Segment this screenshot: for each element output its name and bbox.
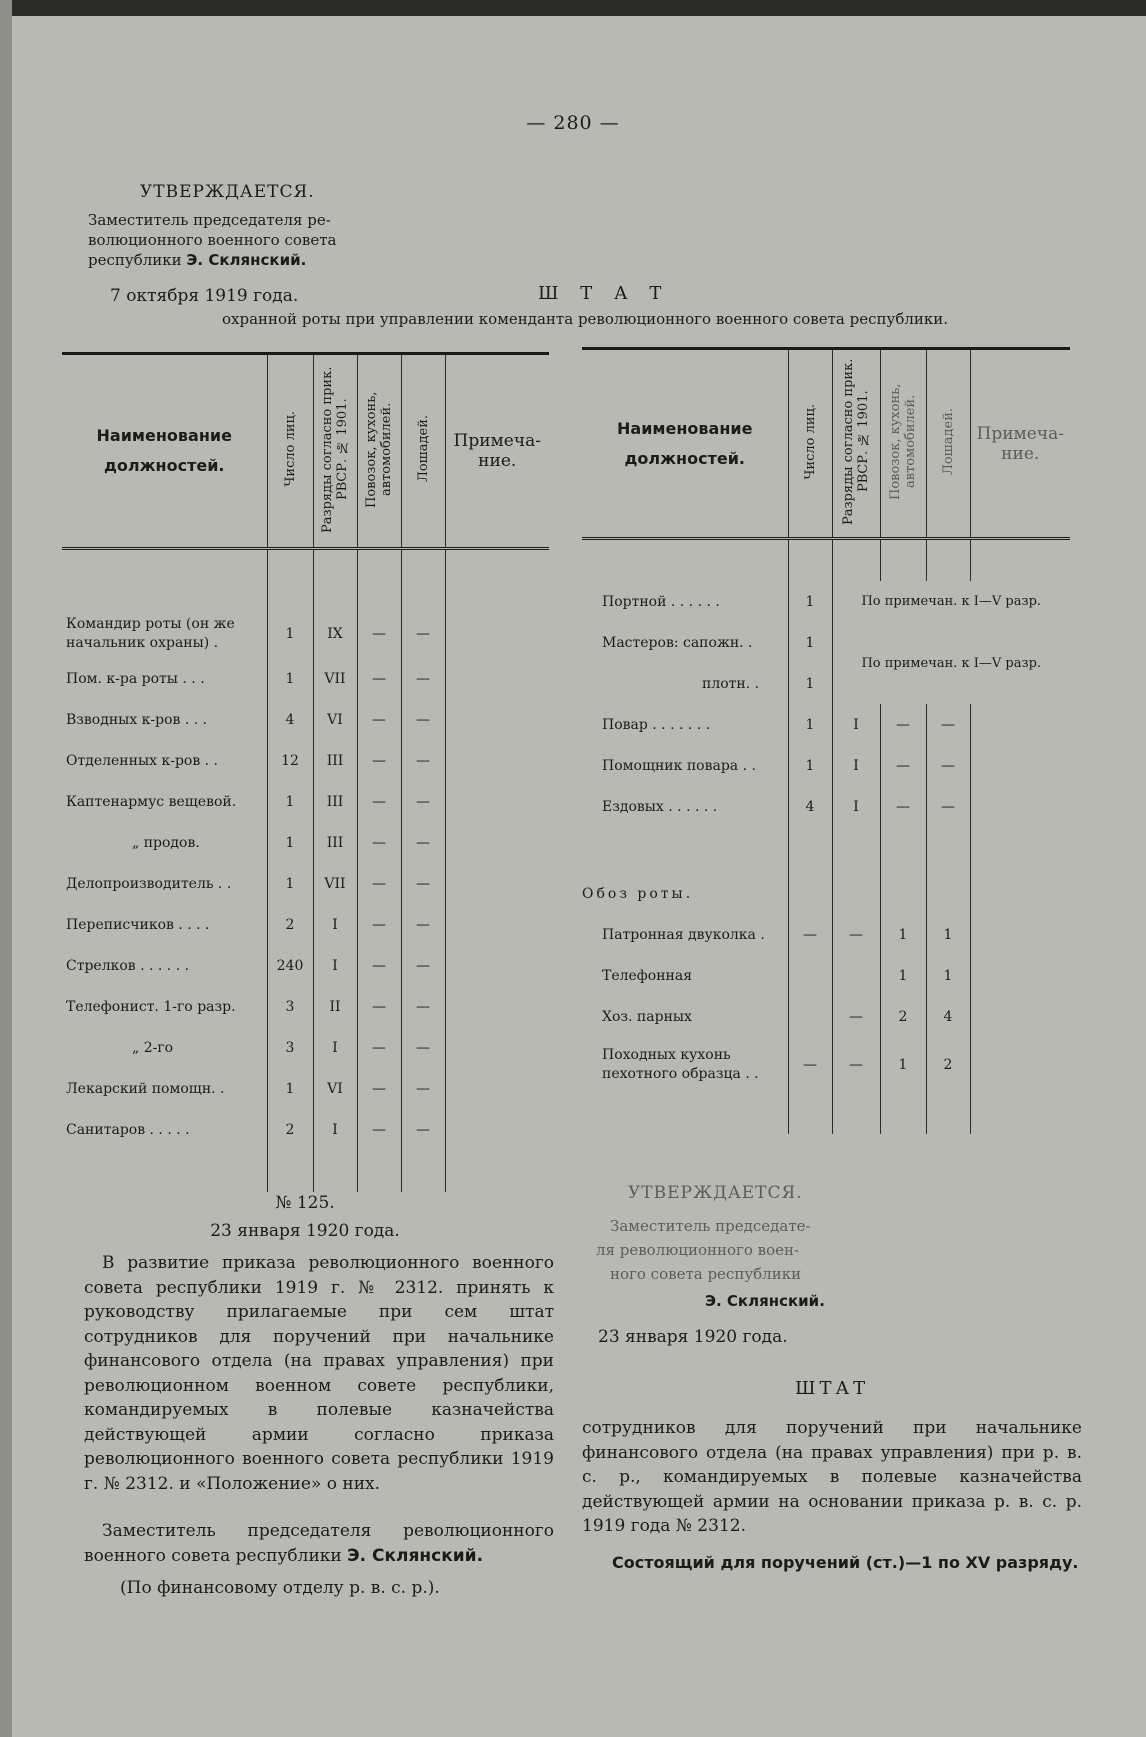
header-count: Число лиц. [788, 349, 832, 539]
cell-position: Повар . . . . . . . [602, 716, 711, 733]
cell-carts: — [357, 1069, 401, 1110]
approval-date: 7 октября 1919 года. [110, 286, 299, 306]
cell-horses: — [926, 745, 970, 786]
cell-grade: VII [313, 659, 357, 700]
cell-grade: По примечан. к I—V разр. [832, 581, 1070, 622]
cell-count: 1 [267, 659, 313, 700]
cell-count: 1 [788, 704, 832, 745]
cell-count: 1 [788, 745, 832, 786]
cell-count: 4 [267, 700, 313, 741]
scan-left-border [0, 0, 12, 1737]
cell-carts: — [357, 823, 401, 864]
cell-carts: 1 [880, 914, 926, 955]
cell-position: Стрелков . . . . . . [66, 958, 190, 974]
cell-carts: — [357, 700, 401, 741]
cell-horses: — [401, 700, 445, 741]
cell-grade: I [832, 786, 880, 827]
table-row [582, 955, 1070, 996]
cell-position: „ 2-го [132, 1040, 174, 1056]
cell-horses: — [401, 659, 445, 700]
approval2-signatory: Э. Склянский. [705, 1292, 825, 1310]
cell-count: 1 [267, 1069, 313, 1110]
cell-count: 1 [267, 609, 313, 659]
order-footer: (По финансовому отделу р. в. с. р.). [120, 1578, 440, 1598]
order-signature-text: Заместитель председателя революционного военного совета республики [84, 1521, 554, 1566]
header-carts: Повозок, кухонь, автомобилей. [357, 354, 401, 549]
cell-grade: I [313, 1028, 357, 1069]
table-row [62, 905, 549, 946]
cell-grade: I [832, 704, 880, 745]
cell-horses: — [401, 609, 445, 659]
cell-position: Лекарский помощн. . [66, 1081, 225, 1097]
table-row [62, 741, 549, 782]
header-position: Наименование должностей. [96, 426, 232, 475]
header-count: Число лиц. [267, 354, 313, 549]
cell-horses: — [926, 704, 970, 745]
cell-position: Телефонная [602, 967, 693, 984]
cell-grade: I [313, 1110, 357, 1151]
header-horses: Лошадей. [926, 349, 970, 539]
cell-horses: — [401, 864, 445, 905]
cell-position: „ продов. [132, 835, 200, 851]
cell-position: Каптенармус вещевой. [66, 794, 237, 810]
cell-carts: — [357, 782, 401, 823]
cell-carts: 1 [880, 1037, 926, 1093]
header-notes: Примеча-ние. [970, 349, 1070, 539]
cell-carts: — [880, 786, 926, 827]
order-date: 23 января 1920 года. [210, 1221, 400, 1241]
cell-position: Отделенных к-ров . . [66, 753, 219, 769]
cell-carts: — [357, 905, 401, 946]
cell-horses: 2 [926, 1037, 970, 1093]
approval-signatory: Э. Склянский. [186, 251, 307, 269]
table-row [582, 786, 1070, 827]
cell-grade: — [832, 1037, 880, 1093]
cell-carts: — [357, 609, 401, 659]
cell-position: Взводных к-ров . . . [66, 712, 208, 728]
cell-horses: — [401, 905, 445, 946]
cell-horses: — [401, 782, 445, 823]
cell-count [788, 996, 832, 1037]
shtat2-line: Состоящий для поручений (ст.)—1 по XV разряду. [612, 1553, 1079, 1572]
shtat-title: Ш Т А Т [538, 283, 670, 304]
cell-carts: — [357, 659, 401, 700]
table-row [62, 1110, 549, 1151]
cell-horses: — [401, 1028, 445, 1069]
table-row [62, 700, 549, 741]
header-grade: Разряды согласно прик. РВСР. № 1901. [832, 349, 880, 539]
table-row [582, 914, 1070, 955]
cell-horses: — [401, 946, 445, 987]
table-row [582, 1037, 1070, 1093]
table-row [582, 704, 1070, 745]
cell-position: Портной . . . . . . [602, 593, 720, 610]
cell-count: 3 [267, 1028, 313, 1069]
table-row [582, 873, 1070, 914]
approval2-line-3: ного совета республики [610, 1265, 802, 1283]
cell-grade: IX [313, 609, 357, 659]
table-row [582, 745, 1070, 786]
cell-grade: По примечан. к I—V разр. [832, 622, 1070, 704]
order-signatory: Э. Склянский. [347, 1545, 484, 1566]
cell-grade [832, 955, 880, 996]
shtat-subtitle: охранной роты при управлении коменданта революционного военного совета республики. [222, 310, 949, 328]
cell-grade: I [313, 946, 357, 987]
cell-grade: III [313, 741, 357, 782]
cell-count: 12 [267, 741, 313, 782]
table-row [582, 622, 1070, 663]
staff-table-left [62, 352, 549, 1192]
cell-count: 1 [267, 864, 313, 905]
cell-position: Походных кухонь пехотного образца . . [602, 1047, 759, 1082]
cell-count: — [788, 1037, 832, 1093]
table-row [62, 1069, 549, 1110]
cell-position: Пом. к-ра роты . . . [66, 671, 205, 687]
cell-grade: — [832, 914, 880, 955]
cell-horses: 1 [926, 914, 970, 955]
cell-position: Командир роты (он же начальник охраны) . [66, 615, 235, 651]
approval2-date: 23 января 1920 года. [598, 1327, 788, 1347]
cell-horses: — [401, 823, 445, 864]
order-body: В развитие приказа революционного военного совета республики 1919 г. № 2312. принять к руководству прилагаемые при сем штат сотрудников для поручений при начальнике финансового отдела (на правах управления) при революционном военном совете республики, командируемых в полевые казначейства действующей армии согласно приказа революционного военного совета республики 1919 г. № 2312. и «Положение» о них. [84, 1253, 554, 1494]
approval2-title: УТВЕРЖДАЕТСЯ. [628, 1183, 803, 1203]
header-position: Наименование должностей. [617, 418, 753, 468]
cell-horses: — [401, 987, 445, 1028]
shtat2-title: ШТАТ [795, 1378, 870, 1399]
table-row [62, 864, 549, 905]
approval-line-3: республики [88, 251, 182, 269]
cell-grade: I [313, 905, 357, 946]
cell-count [788, 955, 832, 996]
cell-count: 1 [788, 581, 832, 622]
header-notes: Примеча-ние. [445, 354, 549, 549]
cell-horses: — [926, 786, 970, 827]
cell-grade: III [313, 823, 357, 864]
cell-horses: 4 [926, 996, 970, 1037]
cell-grade: VI [313, 1069, 357, 1110]
cell-carts: — [357, 1028, 401, 1069]
approval2-line-1: Заместитель председате- [610, 1217, 811, 1235]
cell-position: Помощник повара . . [602, 757, 756, 774]
header-horses: Лошадей. [401, 354, 445, 549]
cell-grade: — [832, 996, 880, 1037]
cell-position: Мастеров: сапожн. . [602, 634, 753, 651]
cell-position: Хоз. парных [602, 1008, 692, 1025]
cell-position: плотн. . [702, 675, 760, 692]
cell-count: 4 [788, 786, 832, 827]
cell-carts: — [357, 1110, 401, 1151]
scan-top-border [0, 0, 1146, 16]
order-number: № 125. [275, 1193, 335, 1213]
staff-table-right [582, 347, 1070, 1134]
approval-line-1: Заместитель председателя ре- [88, 211, 331, 229]
cell-carts: — [357, 987, 401, 1028]
table-row [62, 782, 549, 823]
table-row [62, 659, 549, 700]
cell-count: 240 [267, 946, 313, 987]
cell-carts: — [357, 864, 401, 905]
table-row [62, 1028, 549, 1069]
page-number: — 280 — [526, 112, 620, 134]
cell-grade: I [832, 745, 880, 786]
cell-carts: 2 [880, 996, 926, 1037]
cell-grade: II [313, 987, 357, 1028]
table-row [582, 996, 1070, 1037]
shtat2-body: сотрудников для поручений при начальнике финансового отдела (на правах управления) при р. в. с. р., командируемых в полевые казначейства действующей армии на основании приказа р. в. с. р. 1919 года № 2312. [582, 1418, 1082, 1536]
cell-position: Делопроизводитель . . [66, 876, 232, 892]
table-row [62, 609, 549, 659]
cell-horses: — [401, 741, 445, 782]
cell-carts: 1 [880, 955, 926, 996]
cell-count: 3 [267, 987, 313, 1028]
approval2-line-2: ля революционного воен- [596, 1241, 800, 1259]
cell-position: Санитаров . . . . . [66, 1122, 190, 1138]
header-carts: Повозок, кухонь, автомобилей. [880, 349, 926, 539]
cell-horses: 1 [926, 955, 970, 996]
header-grade: Разряды согласно прик. РВСР. № 1901. [313, 354, 357, 549]
cell-position: Ездовых . . . . . . [602, 798, 718, 815]
cell-count: 2 [267, 905, 313, 946]
cell-count: 1 [267, 782, 313, 823]
cell-grade: VI [313, 700, 357, 741]
section-heading: Обоз роты. [582, 885, 694, 902]
cell-count: 1 [788, 622, 832, 663]
cell-count: 1 [788, 663, 832, 704]
table-row [62, 987, 549, 1028]
table-row [62, 946, 549, 987]
cell-horses: — [401, 1069, 445, 1110]
cell-count: 1 [267, 823, 313, 864]
approval-title: УТВЕРЖДАЕТСЯ. [140, 182, 315, 202]
cell-position: Телефонист. 1-го разр. [66, 999, 236, 1015]
table-row [582, 581, 1070, 622]
approval-line-2: волюционного военного совета [88, 231, 337, 249]
cell-carts: — [357, 946, 401, 987]
cell-grade: III [313, 782, 357, 823]
cell-carts: — [880, 704, 926, 745]
cell-count: 2 [267, 1110, 313, 1151]
cell-position: Переписчиков . . . . [66, 917, 210, 933]
cell-carts: — [357, 741, 401, 782]
cell-position: Патронная двуколка . [602, 926, 765, 943]
cell-grade: VII [313, 864, 357, 905]
cell-count: — [788, 914, 832, 955]
table-row [62, 823, 549, 864]
cell-carts: — [880, 745, 926, 786]
cell-horses: — [401, 1110, 445, 1151]
